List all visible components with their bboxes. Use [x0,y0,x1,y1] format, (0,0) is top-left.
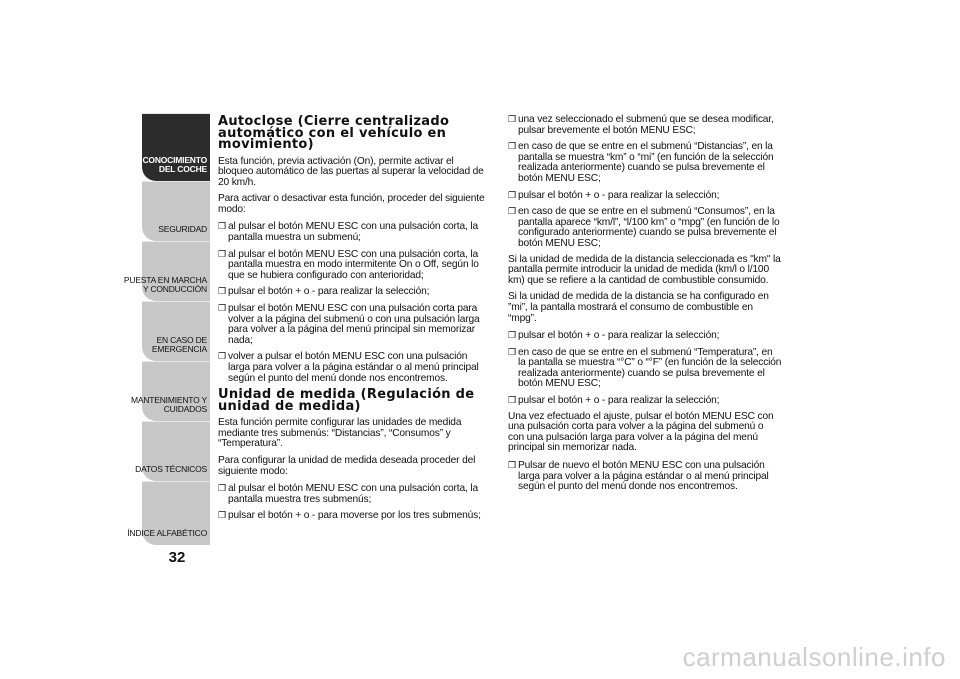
tab-seguridad[interactable] [142,181,210,241]
list-item: ❒ en caso de que se entre en el submenú “Consumos”, en la pantalla aparece “km/l”, “l/100 km” o “mpg” (en función de lo configurado anteriormente) cuando se pulsa brevemente el botón MENU ESC; [508,206,782,249]
list-item: ❒ en caso de que se entre en el submenú “Temperatura”, en la pantalla se muestra “°C” o “°F” (en función de la selección realizada anteriormente) cuando se pulsa brevemente el botón MENU ESC; [508,347,782,390]
list-item: ❒ al pulsar el botón MENU ESC con una pulsación corta, la pantalla muestra tres submenús; [218,483,490,505]
paragraph: Para configurar la unidad de medida deseada proceder del siguiente modo: [218,454,476,477]
paragraph: Esta función permite configurar las unidades de medida mediante tres submenús: “Distancias”, “Consumos” y “Temperatura”. [218,417,462,450]
list-item: ❒ al pulsar el botón MENU ESC con una pulsación corta, la pantalla muestra en modo intermitente On o Off, según lo que se hubiera configurado con anterioridad; [218,249,490,282]
paragraph: Para activar o desactivar esta función, proceder del siguiente modo: [218,193,485,215]
tab-en-caso-de-emergencia[interactable] [142,301,210,361]
tab-datos-tecnicos[interactable] [135,421,210,481]
column-right [508,114,782,498]
paragraph: Una vez efectuado el ajuste, pulsar el botón MENU ESC con una pulsación corta para volver a la página del submenú o con una pulsación larga para volver a la página del menú principal sin memorizar nada. [508,410,774,454]
section-sidebar [123,113,210,545]
paragraph: Si la unidad de medida de la distancia seleccionada es "km" la pantalla permite introducir la unidad de medida (km/l o l/100 km) que se refiere a la cantidad de combustible consumido. [508,253,781,286]
paragraph: Si la unidad de medida de la distancia se ha configurado en ”mi”, la pantalla mostrará el consumo de combustible en “mpg”. [508,291,769,324]
tab-mantenimiento[interactable] [130,361,210,421]
tab-label: DATOS TÉCNICOS [135,464,207,474]
list-item: ❒ pulsar el botón + o - para realizar la selección; [218,286,490,298]
tab-label: MANTENIMIENTO Y CUIDADOS [130,395,207,414]
page-number: 32 [168,549,186,566]
tab-indice-alfabetico[interactable] [127,481,210,545]
tab-label: PUESTA EN MARCHA Y CONDUCCIÓN [123,275,207,294]
tab-label: CONOCIMIENTO DEL COCHE [142,155,207,174]
list-item: ❒ Pulsar de nuevo el botón MENU ESC con una pulsación larga para volver a la página estándar o al menú principal según el punto del menú donde nos encontremos. [508,460,782,493]
list-item: ❒ pulsar el botón + o - para realizar la selección; [508,190,782,202]
tab-label: EN CASO DE EMERGENCIA [151,335,207,354]
tab-label: SEGURIDAD [158,224,207,234]
section-heading-unidad-de-medida: Unidad de medida (Regulación de unidad de medida) [218,387,475,414]
list-item: ❒ volver a pulsar el botón MENU ESC con una pulsación larga para volver a la página estándar o al menú principal según el punto del menú donde nos encontremos. [218,351,490,384]
list-item: ❒ pulsar el botón + o - para realizar la selección; [508,330,782,342]
list-item: ❒ una vez seleccionado el submenú que se desea modificar, pulsar brevemente el botón MENU ESC; [508,114,782,136]
paragraph: Esta función, previa activación (On), permite activar el bloqueo automático de las puertas al superar la velocidad de 20 km/h. [218,155,484,188]
section-heading-autoclose: Autoclose (Cierre centralizado automático con el vehículo en movimiento) [218,114,450,152]
list-item: ❒ pulsar el botón + o - para moverse por los tres submenús; [218,510,490,522]
column-left [218,114,490,527]
list-item: ❒ pulsar el botón + o - para realizar la selección; [508,395,782,407]
tab-label: ÍNDICE ALFABÉTICO [127,528,207,538]
tab-puesta-en-marcha[interactable] [123,241,210,301]
list-item: ❒ al pulsar el botón MENU ESC con una pulsación corta, la pantalla muestra un submenú; [218,221,490,243]
list-item: ❒ pulsar el botón MENU ESC con una pulsación corta para volver a la página del submenú o con una pulsación larga para volver a la página del menú principal sin memorizar nada; [218,303,490,346]
tab-conocimiento-del-coche[interactable] [142,113,210,181]
list-item: ❒ en caso de que se entre en el submenú “Distancias”, en la pantalla se muestra “km” o “mi” (en función de la selección realizada anteriormente) cuando se pulsa brevemente el botón MENU ESC; [508,141,782,184]
watermark: carmanualsonline.info [682,642,946,672]
